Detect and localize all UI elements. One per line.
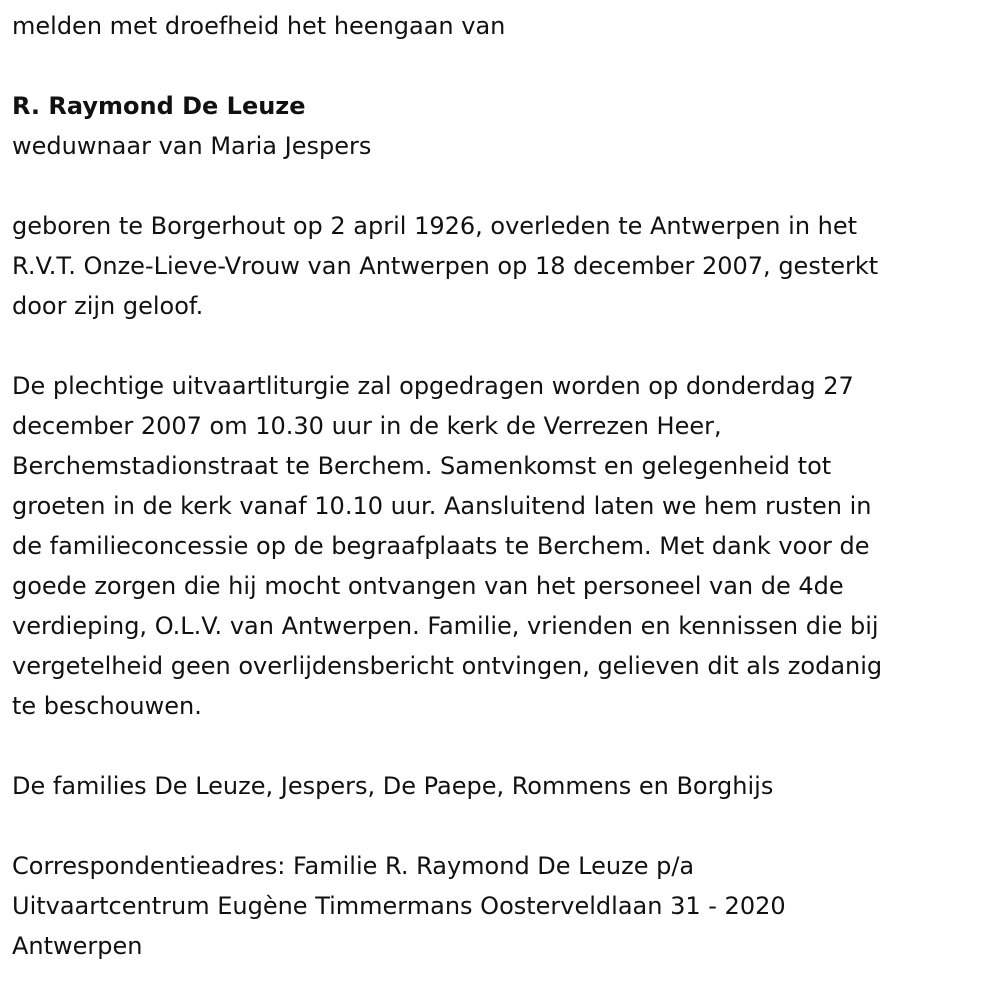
deceased-name: R. Raymond De Leuze bbox=[12, 92, 306, 120]
funeral-paragraph bbox=[12, 366, 882, 726]
families-text: De families De Leuze, Jespers, De Paepe, Rommens en Borghijs bbox=[12, 772, 774, 800]
paragraph-line: Correspondentieadres: Familie R. Raymond De Leuze p/a bbox=[12, 852, 695, 880]
paragraph-line: verdieping, O.L.V. van Antwerpen. Familie, vrienden en kennissen die bij bbox=[12, 612, 879, 640]
paragraph-line: door zijn geloof. bbox=[12, 292, 204, 320]
paragraph-line: goede zorgen die hij mocht ontvangen van het personeel van de 4de bbox=[12, 572, 844, 600]
paragraph-line: Berchemstadionstraat te Berchem. Samenkomst en gelegenheid tot bbox=[12, 452, 832, 480]
paragraph-line: geboren te Borgerhout op 2 april 1926, overleden te Antwerpen in het bbox=[12, 212, 858, 240]
paragraph-line: vergetelheid geen overlijdensbericht ontvingen, gelieven dit als zodanig bbox=[12, 652, 883, 680]
intro-text: melden met droefheid het heengaan van bbox=[12, 12, 506, 40]
birth-paragraph bbox=[12, 206, 882, 326]
paragraph-line: te beschouwen. bbox=[12, 692, 202, 720]
paragraph-line: Antwerpen bbox=[12, 932, 143, 960]
spouse-text: weduwnaar van Maria Jespers bbox=[12, 132, 372, 160]
paragraph-line: De plechtige uitvaartliturgie zal opgedragen worden op donderdag 27 bbox=[12, 372, 854, 400]
paragraph-line: december 2007 om 10.30 uur in de kerk de Verrezen Heer, bbox=[12, 412, 722, 440]
paragraph-line: Uitvaartcentrum Eugène Timmermans Oosterveldlaan 31 - 2020 bbox=[12, 892, 786, 920]
address-paragraph bbox=[12, 846, 882, 966]
obituary-document bbox=[12, 6, 882, 966]
paragraph-line: de familieconcessie op de begraafplaats te Berchem. Met dank voor de bbox=[12, 532, 870, 560]
paragraph-line: groeten in de kerk vanaf 10.10 uur. Aansluitend laten we hem rusten in bbox=[12, 492, 872, 520]
paragraph-line: R.V.T. Onze-Lieve-Vrouw van Antwerpen op 18 december 2007, gesterkt bbox=[12, 252, 879, 280]
